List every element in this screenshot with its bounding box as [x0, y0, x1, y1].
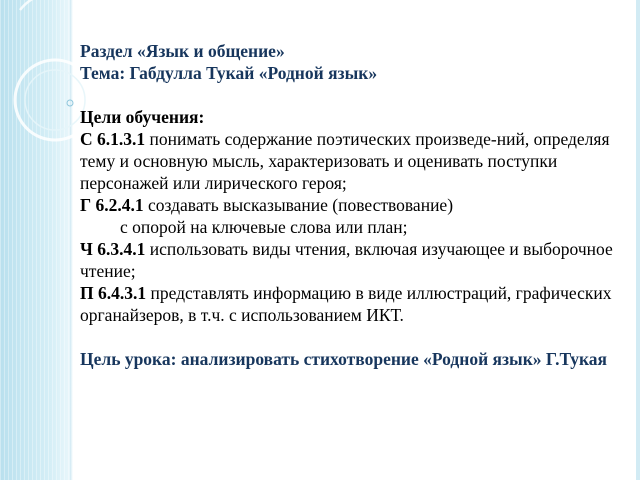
goal-code: С 6.1.3.1: [80, 129, 146, 149]
decorative-dot: [67, 100, 73, 106]
topic-title: Тема: Габдулла Тукай «Родной язык»: [80, 63, 378, 83]
decorative-arc-top: [20, 0, 70, 10]
goal-code: П 6.4.3.1: [80, 283, 147, 303]
spacer: [80, 326, 625, 348]
slide-content: [80, 40, 625, 370]
goal-item: [80, 128, 625, 194]
goal-text: понимать содержание поэтических произведе-ний, определяя тему и основную мысль, характеризовать и оценивать поступки персонажей или лирического героя;: [80, 129, 610, 193]
goal-code: Ч 6.3.4.1: [80, 239, 146, 259]
goal-text: представлять информацию в виде иллюстраций, графических органайзеров, в т.ч. с использованием ИКТ.: [80, 283, 612, 325]
goals-heading: Цели обучения:: [80, 107, 205, 127]
goal-item: [80, 238, 625, 282]
goal-text: использовать виды чтения, включая изучающее и выборочное чтение;: [80, 239, 613, 281]
decorative-circle-ring: [25, 70, 85, 130]
goal-code: Г 6.2.4.1: [80, 195, 144, 215]
goal-item: [80, 282, 625, 326]
right-edge-strip: [636, 0, 640, 480]
goal-continuation: с опорой на ключевые слова или план;: [120, 217, 408, 237]
goal-text: создавать высказывание (повествование): [143, 195, 454, 215]
lesson-goal: Цель урока: анализировать стихотворение «Родной язык» Г.Тукая: [80, 349, 608, 369]
section-title: Раздел «Язык и общение»: [80, 41, 285, 61]
goal-item: [80, 194, 625, 216]
spacer: [80, 84, 625, 106]
